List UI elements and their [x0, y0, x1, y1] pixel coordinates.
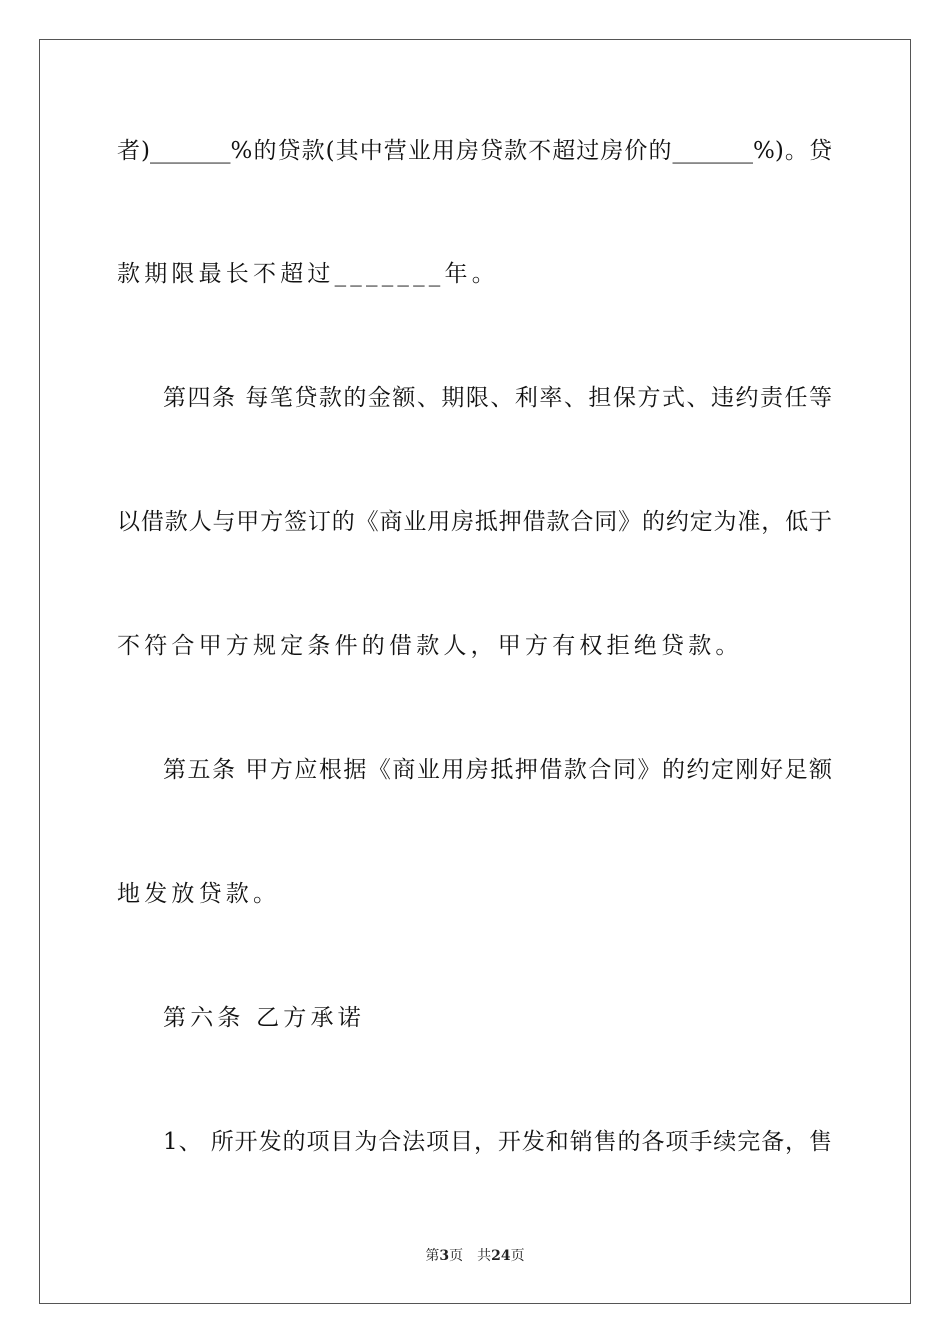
- article-6-heading: 第六条 乙方承诺: [163, 1005, 365, 1031]
- article-4-line-1: 第四条 每笔贷款的金额、期限、利率、担保方式、违约责任等: [163, 385, 832, 411]
- footer-total-suffix: 页: [510, 1248, 525, 1264]
- article-5-line-1: 第五条 甲方应根据《商业用房抵押借款合同》的约定刚好足额: [163, 757, 832, 783]
- page-footer: [0, 1247, 950, 1265]
- page-border: [39, 39, 911, 1304]
- body-line-1: 者)_______%的贷款(其中营业用房贷款不超过房价的_______%)。贷: [117, 138, 832, 164]
- footer-total-prefix: 共: [477, 1248, 492, 1264]
- body-line-2: 款期限最长不超过_______年。: [117, 261, 499, 287]
- article-5-line-2: 地发放贷款。: [117, 881, 281, 907]
- footer-page-suffix: 页: [449, 1248, 464, 1264]
- footer-page-number: 3: [439, 1248, 450, 1264]
- footer-page-prefix: 第: [425, 1248, 440, 1264]
- article-6-item-1: 1、 所开发的项目为合法项目，开发和销售的各项手续完备，售: [163, 1129, 832, 1155]
- article-4-line-2: 以借款人与甲方签订的《商业用房抵押借款合同》的约定为准，低于: [117, 509, 832, 535]
- article-4-line-3: 不符合甲方规定条件的借款人，甲方有权拒绝贷款。: [117, 633, 743, 659]
- footer-total-pages: 24: [491, 1248, 511, 1264]
